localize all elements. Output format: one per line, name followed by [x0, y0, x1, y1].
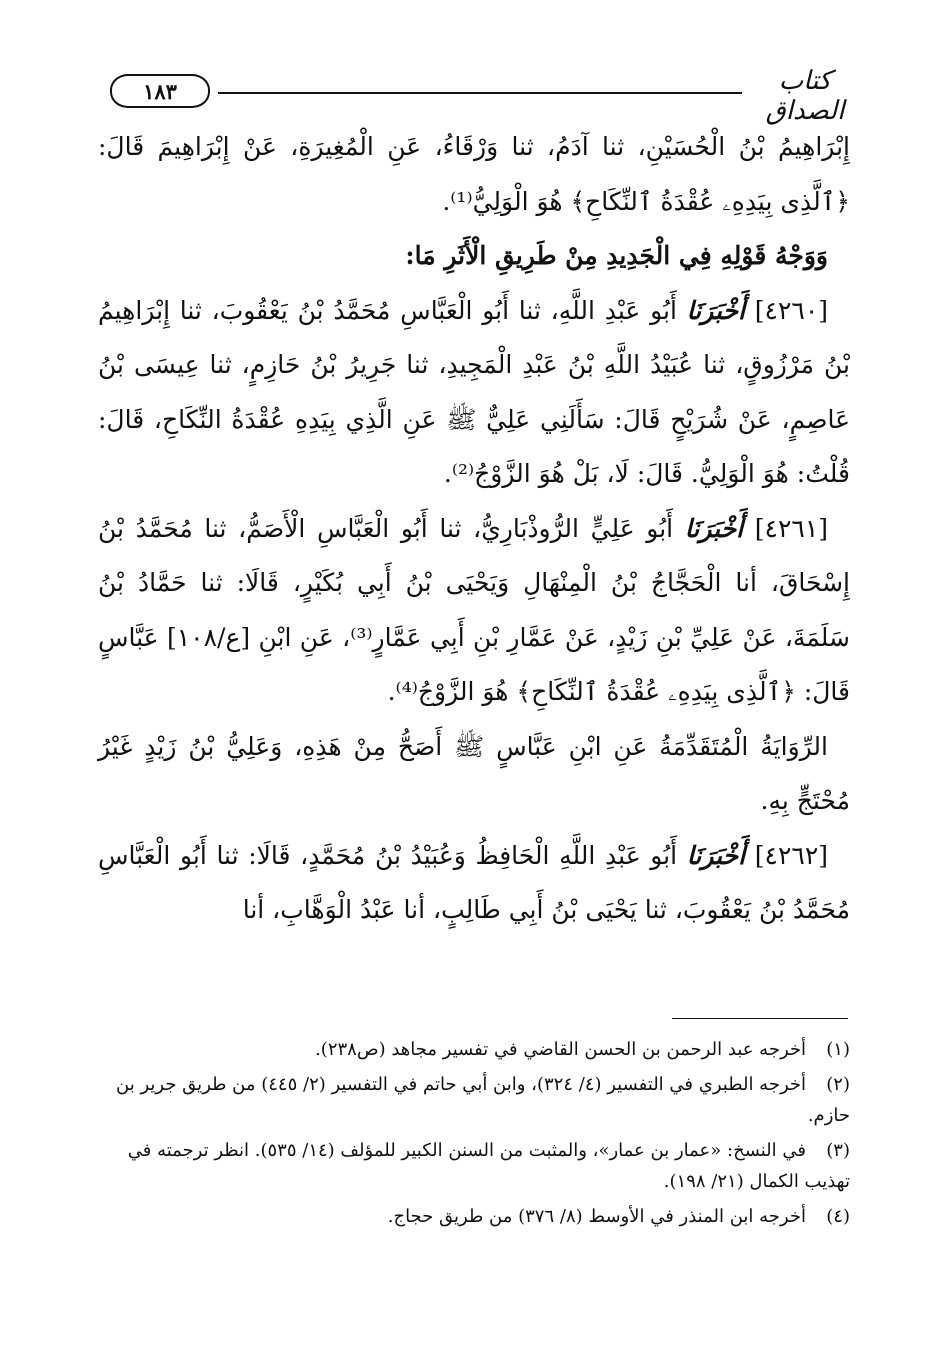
hadith-text: أَبُو عَلِيٍّ الرُّوذْبَارِيُّ، ثنا أَبُو الْعَبَّاسِ الْأَصَمُّ، ثنا مُحَمَّدُ بْنُ إِسْحَاقَ، أنا الْحَجَّاجُ بْنُ الْمِنْهَالِ وَيَحْيَى بْنُ أَبِي بُكَيْرٍ، قَالَا: ثنا حَمَّادُ بْنُ سَلَمَةَ، عَنْ عَلِيِّ بْنِ زَيْدٍ، عَنْ عَمَّارِ بْنِ أَبِي عَمَّارٍ⁽³⁾، عَنِ ابْنِ [ع/١٠٨] عَبَّاسٍ قَالَ: ﴿ٱلَّذِى بِيَدِهِۦ عُقْدَةُ ٱلنِّكَاحِ﴾ هُوَ الزَّوْجُ⁽⁴⁾. [98, 513, 851, 706]
footnote-number: (٤) [826, 1206, 850, 1227]
footnote-number: (٣) [826, 1140, 850, 1161]
commentary-paragraph: الرِّوَايَةُ الْمُتَقَدِّمَةُ عَنِ ابْنِ عَبَّاسٍ ﷺ أَصَحُّ مِنْ هَذِهِ، وَعَلِيُّ بْنُ زَيْدٍ غَيْرُ مُحْتَجٍّ بِهِ. [98, 731, 850, 815]
hadith-text: أَبُو عَبْدِ اللَّهِ الْحَافِظُ وَعُبَيْدُ بْنُ مُحَمَّدٍ، قَالَا: ثنا أَبُو الْعَبَّاسِ مُحَمَّدُ بْنُ يَعْقُوبَ، ثنا يَحْيَى بْنُ أَبِي طَالِبٍ، أنا عَبْدُ الْوَهَّابِ، أنا [98, 840, 850, 924]
footnote-number: (٢) [826, 1074, 850, 1095]
hadith-4260 [98, 284, 850, 502]
hadith-number: [٤٢٦٢] [754, 840, 829, 870]
footnotes [102, 1034, 850, 1236]
footnote-number: (١) [826, 1039, 850, 1060]
hadith-opening-word: أَخْبَرَنَا [686, 295, 745, 325]
hadith-4261 [98, 502, 850, 720]
hadith-opening-word: أَخْبَرَنَا [684, 513, 744, 543]
footnote-text: أخرجه عبد الرحمن بن الحسن القاضي في تفسير مجاهد (ص٢٣٨). [315, 1039, 806, 1060]
footnote-text: في النسخ: «عمار بن عمار»، والمثبت من السنن الكبير للمؤلف (١٤/ ٥٣٥). انظر ترجمته في تهذيب الكمال (٢١/ ١٩٨). [127, 1140, 850, 1192]
header-rule [218, 92, 742, 94]
footnote-separator [672, 1018, 848, 1019]
hadith-4262 [98, 829, 850, 938]
hadith-text: أَبُو عَبْدِ اللَّهِ، ثنا أَبُو الْعَبَّاسِ مُحَمَّدُ بْنُ يَعْقُوبَ، ثنا إِبْرَاهِيمُ بْنُ مَرْزُوقٍ، ثنا عُبَيْدُ اللَّهِ بْنُ عَبْدِ الْمَجِيدِ، ثنا جَرِيرُ بْنُ حَازِمٍ، ثنا عِيسَى بْنُ عَاصِمٍ، عَنْ شُرَيْحٍ قَالَ: سَأَلَنِي عَلِيٌّ ﷺ عَنِ الَّذِي بِيَدِهِ عُقْدَةُ النِّكَاحِ، قَالَ: قُلْتُ: هُوَ الْوَلِيُّ. قَالَ: لَا، بَلْ هُوَ الزَّوْجُ⁽²⁾. [98, 295, 850, 488]
footnote-4 [102, 1201, 850, 1232]
page-header [100, 62, 860, 126]
hadith-number: [٤٢٦٠] [754, 295, 829, 325]
paragraph-continuation: إِبْرَاهِيمُ بْنُ الْحُسَيْنِ، ثنا آدَمُ، ثنا وَرْقَاءُ، عَنِ الْمُغِيرَةِ، عَنْ إِبْرَاهِيمَ قَالَ: ﴿ٱلَّذِى بِيَدِهِۦ عُقْدَةُ ٱلنِّكَاحِ﴾ هُوَ الْوَلِيُّ⁽¹⁾. [98, 132, 850, 216]
book-title: كتاب الصداق [765, 66, 845, 126]
footnote-3 [102, 1135, 850, 1197]
footnote-text: أخرجه الطبري في التفسير (٤/ ٣٢٤)، وابن أبي حاتم في التفسير (٢/ ٤٤٥) من طريق جرير بن حازم. [116, 1074, 850, 1126]
page-number: ١٨٣ [110, 74, 210, 108]
hadith-opening-word: أَخْبَرَنَا [686, 840, 746, 870]
main-text [98, 120, 850, 938]
footnote-1 [102, 1034, 850, 1065]
section-heading: وَوَجْهُ قَوْلِهِ فِي الْجَدِيدِ مِنْ طَرِيقِ الْأَثَرِ مَا: [405, 241, 828, 270]
footnote-text: أخرجه ابن المنذر في الأوسط (٨/ ٣٧٦) من طريق حجاج. [387, 1206, 806, 1227]
footnote-2 [102, 1069, 850, 1131]
hadith-number: [٤٢٦١] [754, 513, 829, 543]
